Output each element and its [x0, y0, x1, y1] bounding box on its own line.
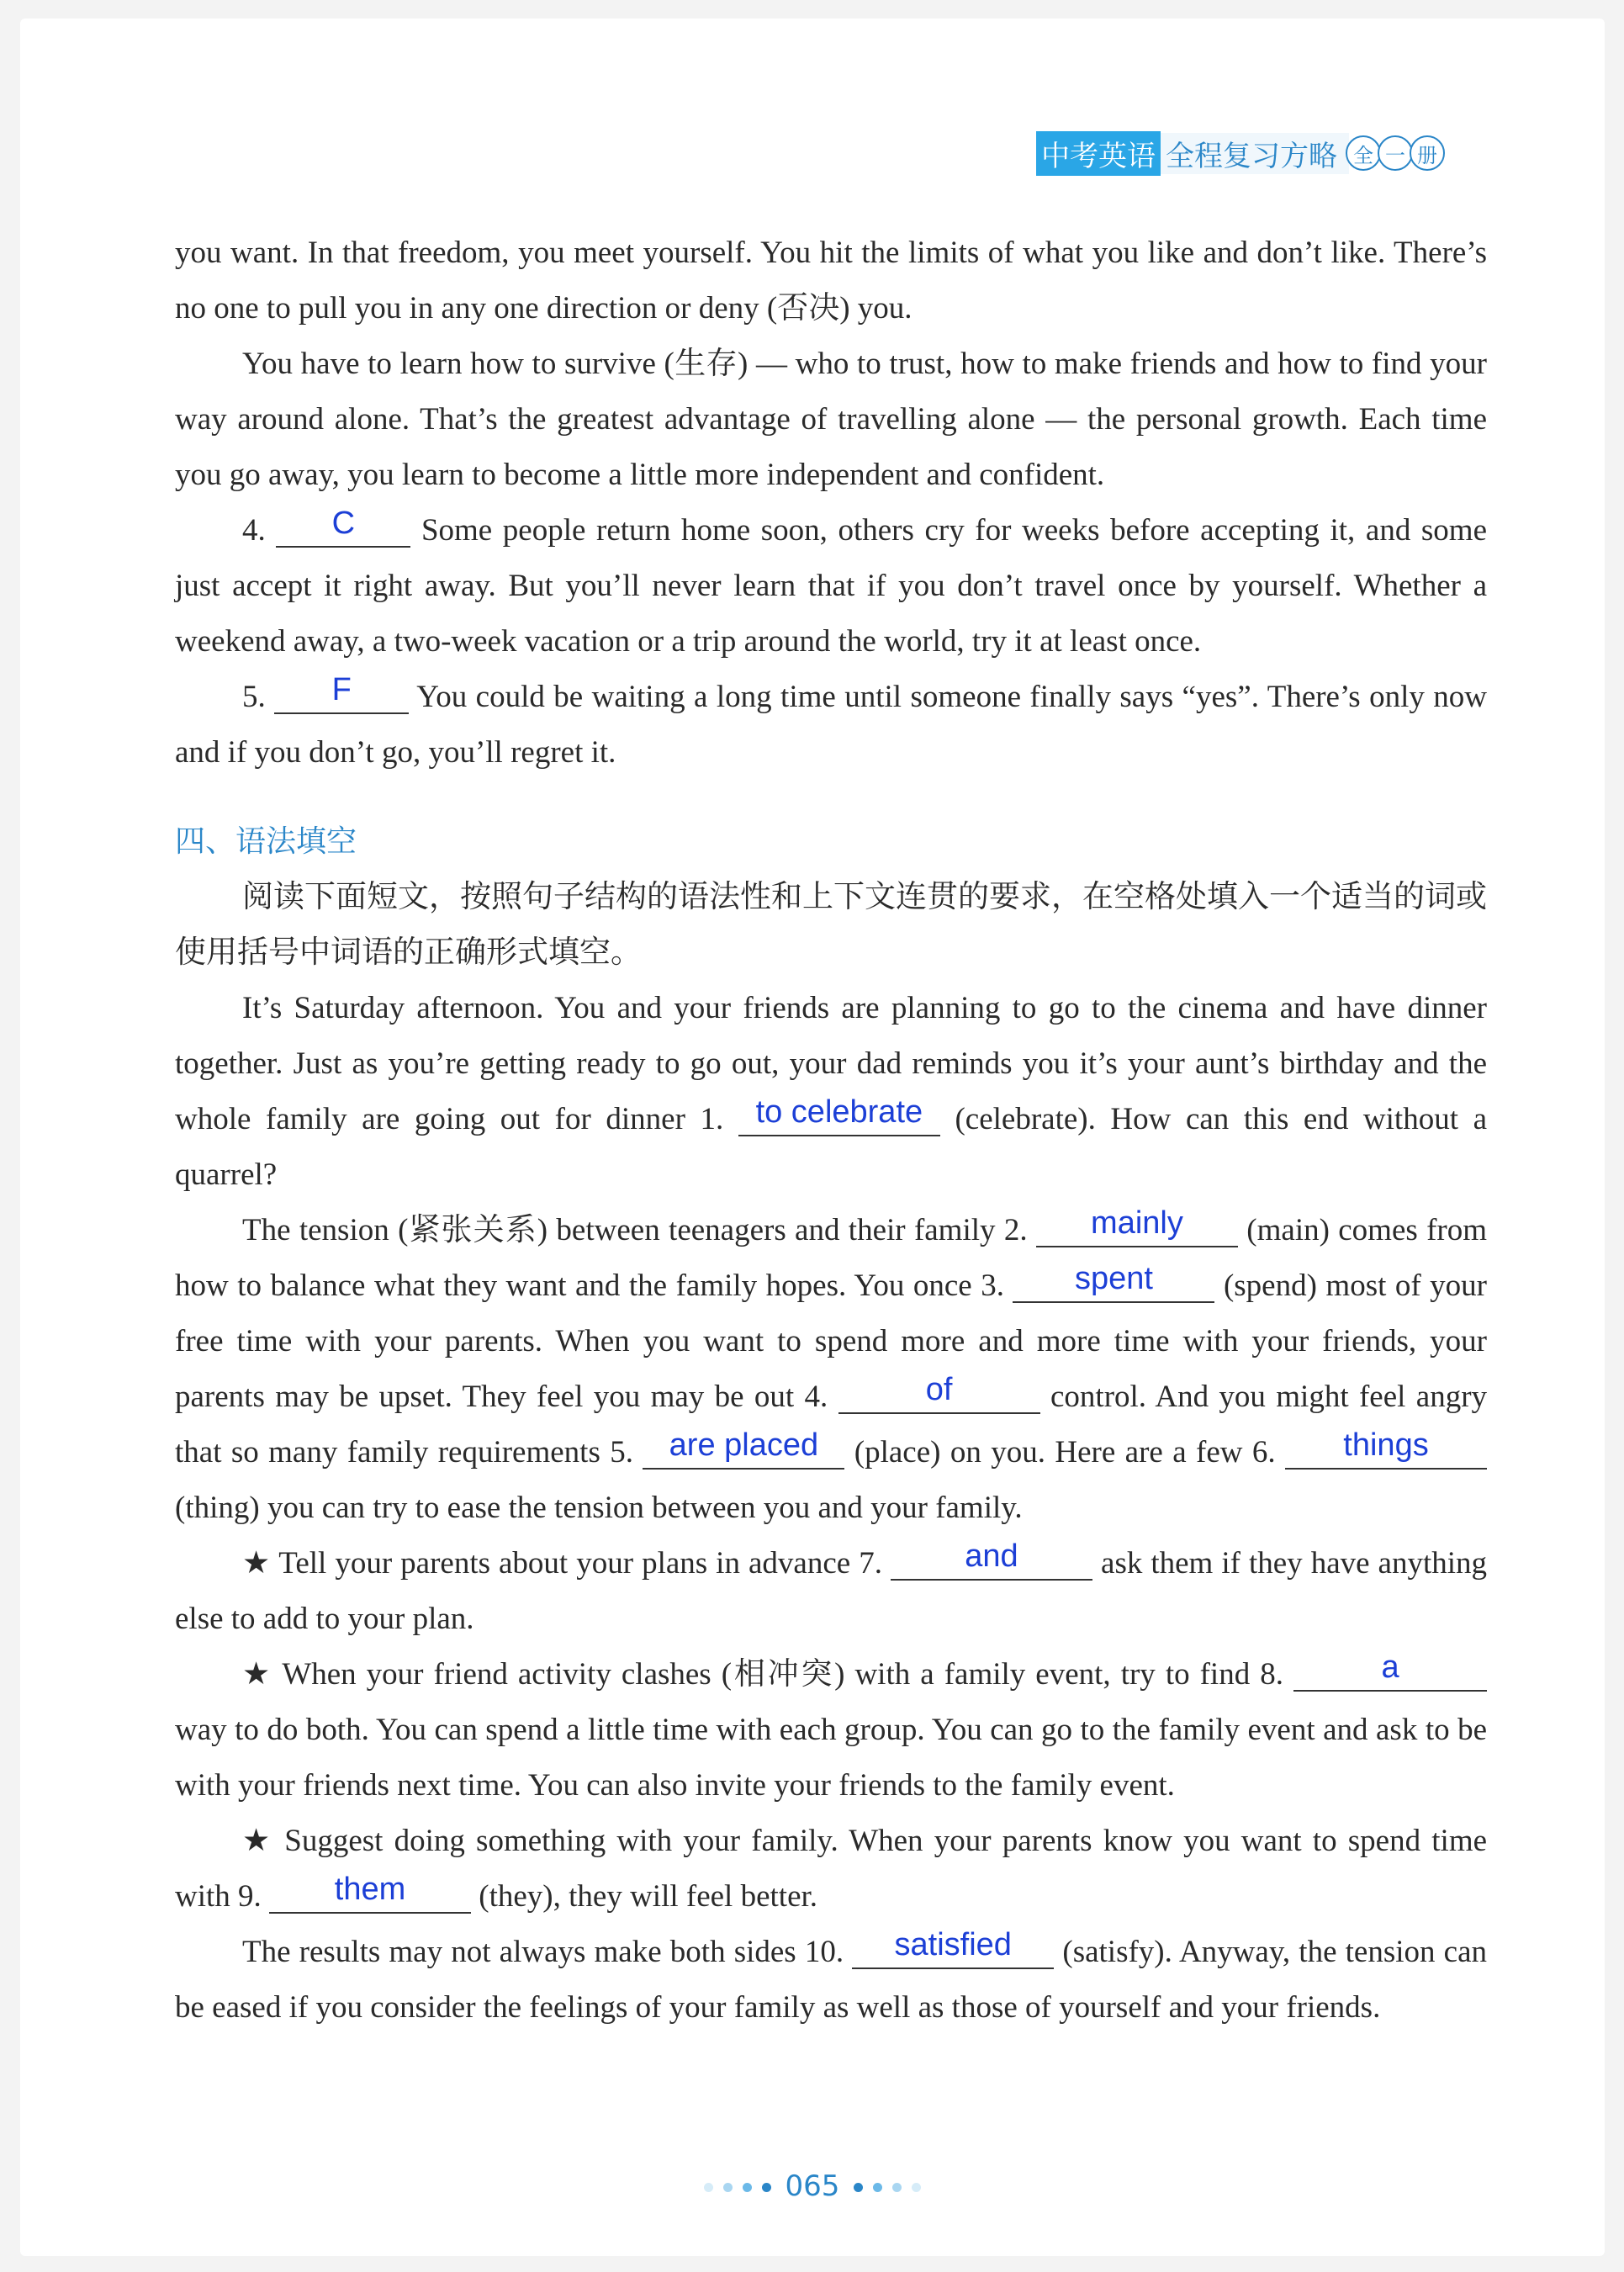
grammar-paragraph-3	[175, 1925, 1487, 2036]
page-sheet	[20, 19, 1605, 2256]
paragraph-text: The results may not always make both sides 10.	[242, 1935, 844, 1969]
paragraph-text: (main) comes from how to balance what they want and the family hopes. You once 3.	[175, 1213, 1488, 1303]
reading-question-5	[175, 670, 1487, 781]
answer-blank-9[interactable]	[269, 1872, 471, 1914]
answer-blank-8[interactable]	[1293, 1650, 1487, 1692]
dot-icon	[762, 2183, 771, 2192]
paragraph-text: (spend) most of your free time with your parents. When you want to spend more and more time with your friends, your parents may be upset. They feel you may be out 4.	[175, 1268, 1487, 1414]
paragraph-text: It’s Saturday afternoon. You and your friends are planning to go to the cinema and have dinner together. Just as you’re getting ready to go out, your dad reminds you it’s your aunt’s birthday and the whole family are going out for dinner 1.	[175, 991, 1487, 1136]
question-number: 5.	[242, 680, 266, 714]
answer-blank-6[interactable]	[1285, 1427, 1487, 1470]
answer-text: things	[1343, 1427, 1429, 1463]
star-icon: ★	[242, 1824, 274, 1858]
header-volume-circles	[1349, 135, 1445, 171]
grammar-tip-3	[175, 1814, 1487, 1925]
answer-blank-2[interactable]	[1036, 1205, 1238, 1247]
dot-icon	[912, 2183, 921, 2192]
star-icon: ★	[242, 1657, 272, 1692]
book-header	[1036, 135, 1445, 172]
answer-blank-1[interactable]	[738, 1094, 940, 1136]
paragraph-text: (satisfy). Anyway, the tension can be eased if you consider the feelings of your family as well as those of yourself and your friends.	[175, 1935, 1488, 2025]
answer-text: C	[331, 506, 356, 541]
grammar-paragraph-1	[175, 981, 1487, 1203]
answer-blank-4[interactable]	[276, 506, 410, 548]
header-title-highlight: 中考英语	[1036, 131, 1161, 176]
answer-blank-3[interactable]	[1013, 1261, 1214, 1303]
page-content	[175, 225, 1487, 2036]
answer-blank-5[interactable]	[643, 1427, 844, 1470]
paragraph-text: Tell your parents about your plans in advance 7.	[278, 1546, 882, 1581]
reading-paragraph-2: You have to learn how to survive (生存) — who to trust, how to make friends and how to find your way around alone. That’s the greatest advantage of travelling alone — the personal growth. Each time you go away, you learn to become a little more independent and confident.	[175, 347, 1487, 492]
paragraph-text: (they), they will feel better.	[479, 1879, 818, 1914]
reading-question-4	[175, 503, 1487, 670]
page-footer	[20, 2169, 1605, 2203]
answer-text: to celebrate	[755, 1094, 923, 1130]
paragraph-text: (celebrate). How can this end without a quarrel?	[175, 1102, 1488, 1192]
dot-icon	[854, 2183, 863, 2192]
paragraph-text: Suggest doing something with your family. When your parents know you want to spend time with 9.	[175, 1824, 1488, 1914]
paragraph-text: The tension (紧张关系) between teenagers and their family 2.	[242, 1213, 1028, 1247]
volume-circle-1: 全	[1346, 135, 1381, 171]
answer-text: mainly	[1091, 1205, 1183, 1241]
answer-text: satisfied	[894, 1927, 1012, 1962]
paragraph-text: control. And you might feel angry that so many family requirements 5.	[175, 1380, 1488, 1470]
grammar-tip-2	[175, 1647, 1487, 1814]
question-text: You could be waiting a long time until someone finally says “yes”. There’s only now and if you don’t go, you’ll regret it.	[175, 680, 1487, 770]
answer-blank-5[interactable]	[274, 672, 409, 714]
volume-circle-3: 册	[1410, 135, 1445, 171]
answer-blank-4[interactable]	[838, 1372, 1040, 1414]
paragraph-text: way to do both. You can spend a little time with each group. You can go to the family event and ask to be with your friends next time. You can also invite your friends to the family event.	[175, 1713, 1487, 1803]
answer-text: spent	[1074, 1261, 1153, 1296]
dot-icon	[873, 2183, 882, 2192]
answer-blank-7[interactable]	[891, 1538, 1092, 1581]
dot-icon	[743, 2183, 752, 2192]
dot-icon	[704, 2183, 713, 2192]
page-number: 065	[785, 2169, 840, 2203]
reading-paragraph-1: you want. In that freedom, you meet yourself. You hit the limits of what you like and don’t like. There’s no one to pull you in any one direction or deny (否决) you.	[175, 236, 1487, 326]
star-icon: ★	[242, 1546, 271, 1581]
grammar-tip-1	[175, 1536, 1487, 1647]
paragraph-text: (place) on you. Here are a few 6.	[854, 1435, 1276, 1470]
volume-circle-2: 一	[1378, 135, 1413, 171]
header-title-rest: 全程复习方略	[1161, 133, 1349, 174]
question-text: Some people return home soon, others cry for weeks before accepting it, and some just accept it right away. But you’ll never learn that if you don’t travel once by yourself. Whether a weekend away, a two-week vacation or a trip around the world, try it at least once.	[175, 513, 1488, 659]
section-title: 四、语法填空	[175, 824, 357, 859]
dot-icon	[723, 2183, 733, 2192]
section-instruction: 阅读下面短文，按照句子结构的语法性和上下文连贯的要求，在空格处填入一个适当的词或使用括号中词语的正确形式填空。	[175, 880, 1487, 970]
answer-text: F	[331, 672, 352, 707]
answer-text: them	[334, 1872, 406, 1907]
dot-icon	[892, 2183, 902, 2192]
paragraph-text: ask them if they have anything else to add to your plan.	[175, 1546, 1488, 1636]
answer-text: of	[925, 1372, 953, 1407]
answer-text: are placed	[669, 1427, 819, 1463]
answer-text: a	[1381, 1650, 1399, 1685]
grammar-paragraph-2	[175, 1203, 1487, 1536]
answer-text: and	[965, 1538, 1018, 1574]
paragraph-text: (thing) you can try to ease the tension between you and your family.	[175, 1491, 1023, 1525]
question-number: 4.	[242, 513, 266, 548]
paragraph-text: When your friend activity clashes (相冲突) with a family event, try to find 8.	[282, 1657, 1283, 1692]
answer-blank-10[interactable]	[852, 1927, 1054, 1969]
